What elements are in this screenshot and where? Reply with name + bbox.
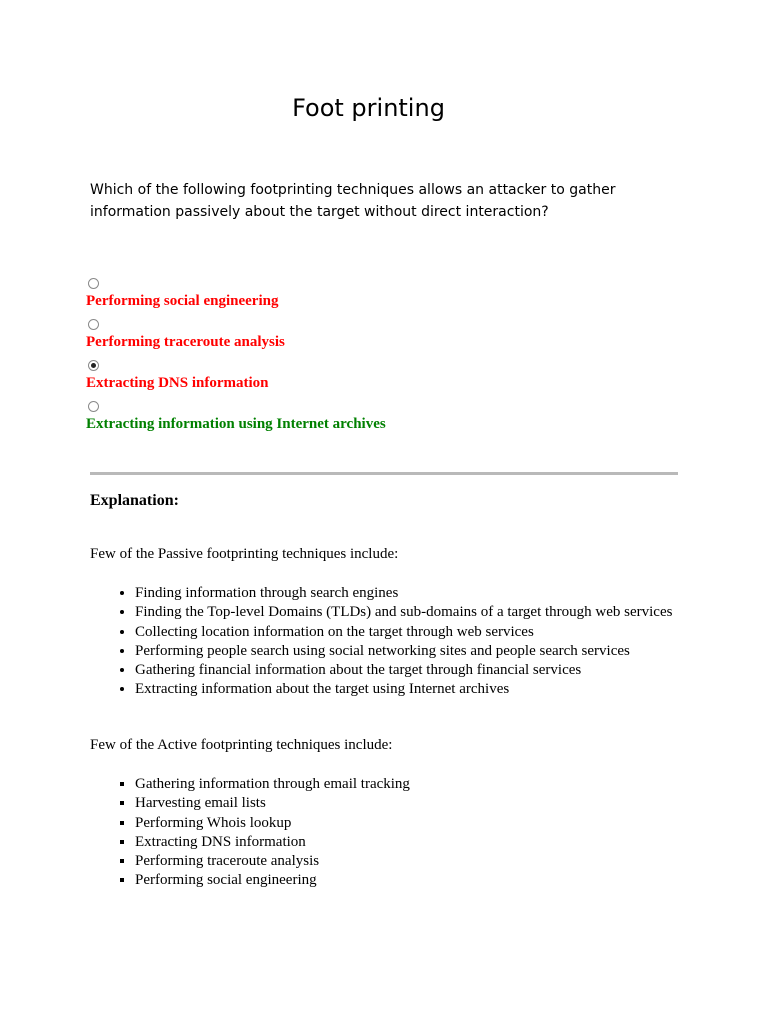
list-item: • Finding the Top-level Domains (TLDs) and sub-domains of a target through web services — [135, 603, 715, 622]
passive-techniques-list — [117, 584, 715, 700]
answer-option-label: Performing traceroute analysis — [86, 334, 285, 350]
horizontal-divider — [90, 472, 678, 475]
list-item: • Performing people search using social networking sites and people search services — [135, 642, 715, 661]
active-intro: Few of the Active footprinting techniques include: — [90, 737, 393, 753]
page-title: Foot printing — [292, 94, 445, 122]
list-item: • Finding information through search engines — [135, 584, 715, 603]
radio-button[interactable] — [88, 401, 99, 412]
answer-option-label: Performing social engineering — [86, 293, 279, 309]
active-techniques-list — [117, 775, 715, 891]
list-item: • Collecting location information on the target through web services — [135, 623, 715, 642]
explanation-heading: Explanation: — [90, 492, 179, 509]
list-item: ▪ Harvesting email lists — [135, 794, 715, 813]
answer-option — [86, 399, 646, 440]
list-item: • Gathering financial information about the target through financial services — [135, 661, 715, 680]
list-item: ▪ Gathering information through email tracking — [135, 775, 715, 794]
answer-option-label: Extracting information using Internet archives — [86, 416, 386, 432]
list-item: • Extracting information about the target using Internet archives — [135, 680, 715, 699]
list-item: ▪ Performing traceroute analysis — [135, 852, 715, 871]
list-item: ▪ Performing social engineering — [135, 871, 715, 890]
answer-options — [86, 276, 646, 440]
passive-intro: Few of the Passive footprinting techniques include: — [90, 546, 399, 562]
question-text: Which of the following footprinting techniques allows an attacker to gather information passively about the target without direct interaction? — [90, 182, 616, 220]
answer-option — [86, 358, 646, 399]
answer-option-label: Extracting DNS information — [86, 375, 269, 391]
list-item: ▪ Extracting DNS information — [135, 833, 715, 852]
radio-button[interactable] — [88, 360, 99, 371]
answer-option — [86, 317, 646, 358]
radio-button[interactable] — [88, 319, 99, 330]
list-item: ▪ Performing Whois lookup — [135, 814, 715, 833]
radio-button[interactable] — [88, 278, 99, 289]
answer-option — [86, 276, 646, 317]
